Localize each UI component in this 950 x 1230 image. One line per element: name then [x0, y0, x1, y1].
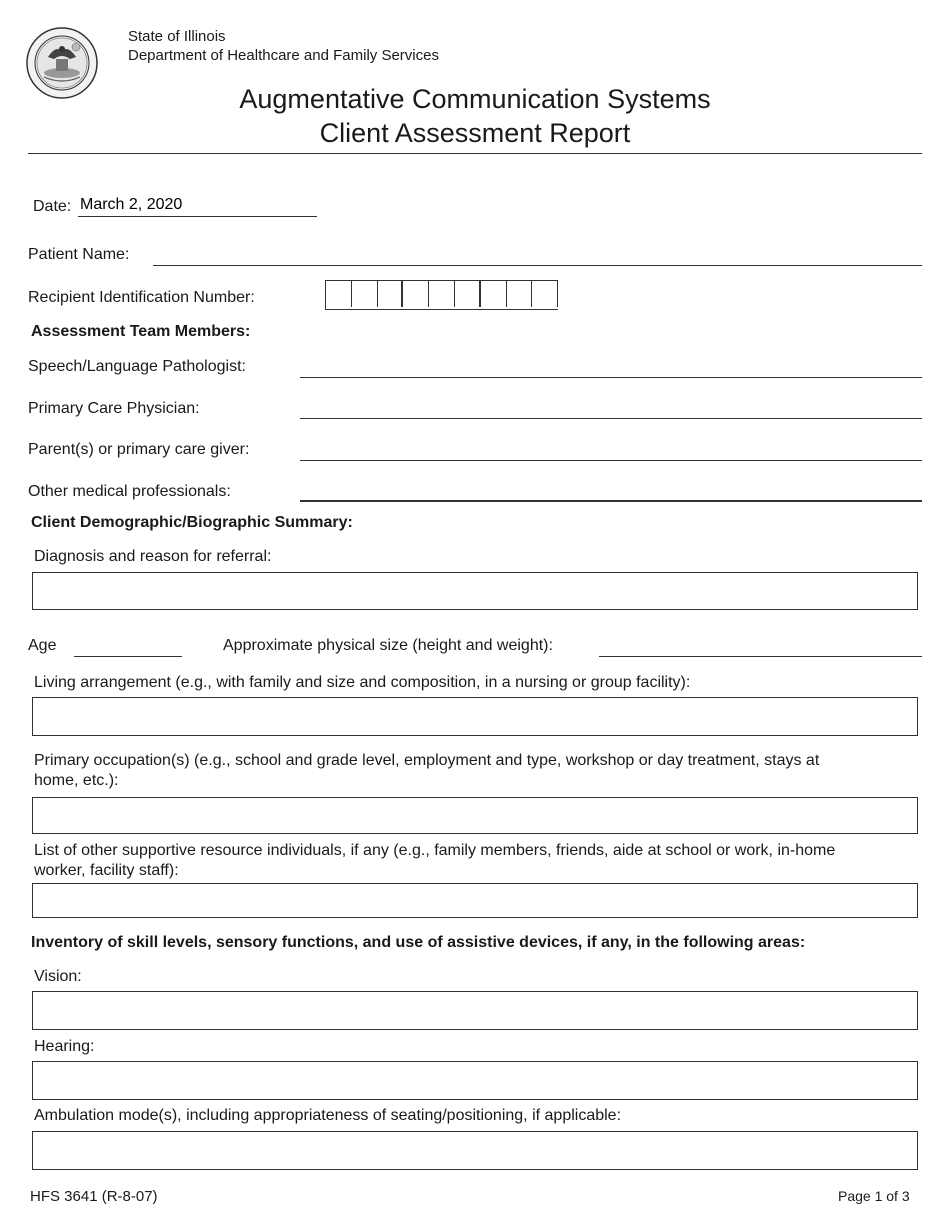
form-number: HFS 3641 (R-8-07)	[30, 1188, 158, 1205]
hearing-box	[32, 1061, 918, 1100]
diagnosis-box	[32, 572, 918, 610]
size-label: Approximate physical size (height and weight):	[223, 637, 553, 654]
rin-digit-box[interactable]	[532, 281, 558, 307]
age-field[interactable]	[74, 634, 182, 657]
support-box	[32, 883, 918, 918]
hearing-field[interactable]	[33, 1062, 917, 1099]
rin-field[interactable]	[325, 280, 558, 310]
vision-box	[32, 991, 918, 1030]
size-field[interactable]	[599, 634, 922, 657]
rin-digit-box[interactable]	[403, 281, 429, 307]
other-professionals-label: Other medical professionals:	[28, 483, 231, 500]
support-label-line1: List of other supportive resource individuals, if any (e.g., family members, friends, aide at school or work, in-home	[34, 842, 836, 859]
team-heading: Assessment Team Members:	[31, 323, 251, 340]
parent-label: Parent(s) or primary care giver:	[28, 441, 250, 458]
patient-name-field[interactable]	[153, 243, 922, 266]
rin-digit-box[interactable]	[326, 281, 352, 307]
living-field[interactable]	[33, 698, 917, 735]
other-professionals-field[interactable]	[300, 479, 922, 502]
vision-label: Vision:	[34, 968, 82, 985]
support-label-line2: worker, facility staff):	[34, 862, 179, 879]
page-title-line1: Augmentative Communication Systems	[239, 84, 711, 114]
ambulation-field[interactable]	[33, 1132, 917, 1169]
occupation-field[interactable]	[33, 798, 917, 833]
occupation-box	[32, 797, 918, 834]
rin-digit-box[interactable]	[352, 281, 378, 307]
living-box	[32, 697, 918, 736]
rin-digit-box[interactable]	[429, 281, 455, 307]
header-divider	[28, 153, 922, 154]
date-field[interactable]	[78, 194, 317, 217]
diagnosis-label: Diagnosis and reason for referral:	[34, 548, 272, 565]
ambulation-label: Ambulation mode(s), including appropriateness of seating/positioning, if applicable:	[34, 1107, 622, 1124]
rin-label: Recipient Identification Number:	[28, 289, 255, 306]
rin-digit-box[interactable]	[507, 281, 533, 307]
occupation-label-line2: home, etc.):	[34, 772, 119, 789]
state-name: State of Illinois	[128, 28, 226, 45]
parent-field[interactable]	[300, 438, 922, 461]
living-label: Living arrangement (e.g., with family and size and composition, in a nursing or group facility):	[34, 674, 691, 691]
page-title-line2: Client Assessment Report	[319, 118, 631, 148]
rin-digit-box[interactable]	[481, 281, 507, 307]
support-field[interactable]	[33, 884, 917, 917]
age-label: Age	[28, 637, 57, 654]
date-label: Date:	[33, 198, 72, 215]
occupation-label-line1: Primary occupation(s) (e.g., school and grade level, employment and type, workshop or day treatment, stays at	[34, 752, 820, 769]
inventory-heading: Inventory of skill levels, sensory functions, and use of assistive devices, if any, in the following areas:	[31, 934, 806, 951]
rin-digit-box[interactable]	[378, 281, 404, 307]
ambulation-box	[32, 1131, 918, 1170]
slp-field[interactable]	[300, 355, 922, 378]
patient-name-label: Patient Name:	[28, 246, 130, 263]
rin-digit-box[interactable]	[455, 281, 481, 307]
pcp-label: Primary Care Physician:	[28, 400, 200, 417]
slp-label: Speech/Language Pathologist:	[28, 358, 246, 375]
demographic-heading: Client Demographic/Biographic Summary:	[31, 514, 353, 531]
hearing-label: Hearing:	[34, 1038, 95, 1055]
page-number: Page 1 of 3	[838, 1188, 910, 1204]
diagnosis-field[interactable]	[33, 573, 917, 609]
vision-field[interactable]	[33, 992, 917, 1029]
department-name: Department of Healthcare and Family Services	[128, 47, 439, 64]
pcp-field[interactable]	[300, 396, 922, 419]
